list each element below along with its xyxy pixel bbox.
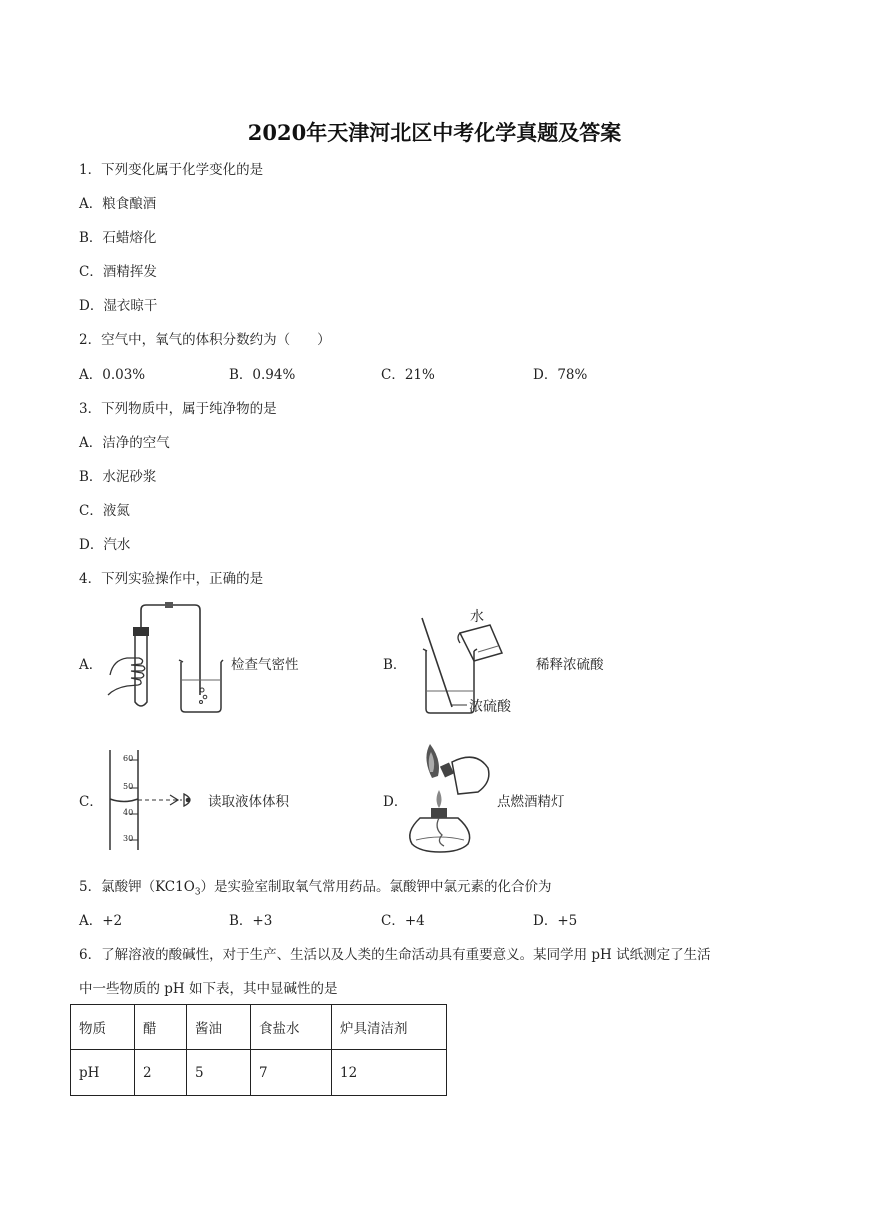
page-title: 2020年天津河北区中考化学真题及答案 xyxy=(247,120,622,145)
q6-stem-line2: 中一些物质的 pH 如下表，其中显碱性的是 xyxy=(79,981,338,997)
q1-option-d: D．湿衣晾干 xyxy=(79,298,158,314)
q4-option-d-letter: D． xyxy=(383,794,408,810)
q4-c-tick-40: 40 xyxy=(123,808,134,817)
table-cell: 7 xyxy=(251,1050,332,1096)
q4-option-a-text: 检查气密性 xyxy=(231,657,299,673)
q4-option-d-text: 点燃酒精灯 xyxy=(497,794,565,810)
q5-option-b: B．+3 xyxy=(229,913,273,929)
q5-option-d: D．+5 xyxy=(533,913,578,929)
q2-option-d: D．78% xyxy=(533,367,588,383)
q2-option-a: A．0.03% xyxy=(79,367,146,383)
table-cell: 炉具清洁剂 xyxy=(332,1005,447,1050)
q3-stem: 3．下列物质中，属于纯净物的是 xyxy=(79,401,277,417)
q4-c-tick-60: 60 xyxy=(123,754,134,763)
q5-option-a: A．+2 xyxy=(79,913,123,929)
table-cell: 2 xyxy=(135,1050,187,1096)
q4-c-tick-30: 30 xyxy=(123,834,134,843)
table-cell: 醋 xyxy=(135,1005,187,1050)
q4-option-b-letter: B． xyxy=(383,657,407,673)
q5-stem-post: ）是实验室制取氧气常用药品。氯酸钾中氯元素的化合价为 xyxy=(200,879,552,895)
table-cell: 物质 xyxy=(71,1005,135,1050)
table-cell: 食盐水 xyxy=(251,1005,332,1050)
q4-b-label-water: 水 xyxy=(470,609,484,625)
q4-stem: 4．下列实验操作中，正确的是 xyxy=(79,571,264,587)
table-cell: 酱油 xyxy=(187,1005,251,1050)
table-cell: 12 xyxy=(332,1050,447,1096)
q3-option-d: D．汽水 xyxy=(79,537,131,553)
q5-stem-pre: 5．氯酸钾（KC1O xyxy=(79,879,195,895)
q4-b-label-acid: 浓硫酸 xyxy=(469,699,511,715)
q3-option-c: C．液氮 xyxy=(79,503,130,519)
q4-option-c-text: 读取液体体积 xyxy=(208,794,289,810)
q2-stem: 2．空气中，氧气的体积分数约为（ ） xyxy=(79,332,331,348)
q3-option-b: B．水泥砂浆 xyxy=(79,469,157,485)
q4-option-c-letter: C． xyxy=(79,794,103,810)
q4-c-tick-50: 50 xyxy=(123,782,134,791)
q6-stem-line1: 6．了解溶液的酸碱性，对于生产、生活以及人类的生命活动具有重要意义。某同学用 pH 试纸测定了生活 xyxy=(79,947,711,963)
alcohol-lamp-figure xyxy=(400,740,495,855)
airtightness-check-figure xyxy=(105,600,225,715)
q5-stem xyxy=(79,875,552,898)
q1-stem: 1．下列变化属于化学变化的是 xyxy=(79,162,264,178)
graduated-cylinder-figure xyxy=(100,748,205,853)
q2-option-b: B．0.94% xyxy=(229,367,296,383)
q1-option-a: A．粮食酿酒 xyxy=(79,196,157,212)
q1-option-c: C．酒精挥发 xyxy=(79,264,157,280)
q4-option-a-letter: A． xyxy=(79,657,103,673)
q5-stem-sub: 3 xyxy=(194,887,201,898)
ph-table xyxy=(70,1004,447,1096)
table-cell: pH xyxy=(71,1050,135,1096)
table-row xyxy=(71,1005,447,1050)
table-row xyxy=(71,1050,447,1096)
q5-option-c: C．+4 xyxy=(381,913,425,929)
q3-option-a: A．洁净的空气 xyxy=(79,435,170,451)
q2-option-c: C．21% xyxy=(381,367,435,383)
q1-option-b: B．石蜡熔化 xyxy=(79,230,157,246)
table-cell: 5 xyxy=(187,1050,251,1096)
q4-option-b-text: 稀释浓硫酸 xyxy=(536,657,604,673)
